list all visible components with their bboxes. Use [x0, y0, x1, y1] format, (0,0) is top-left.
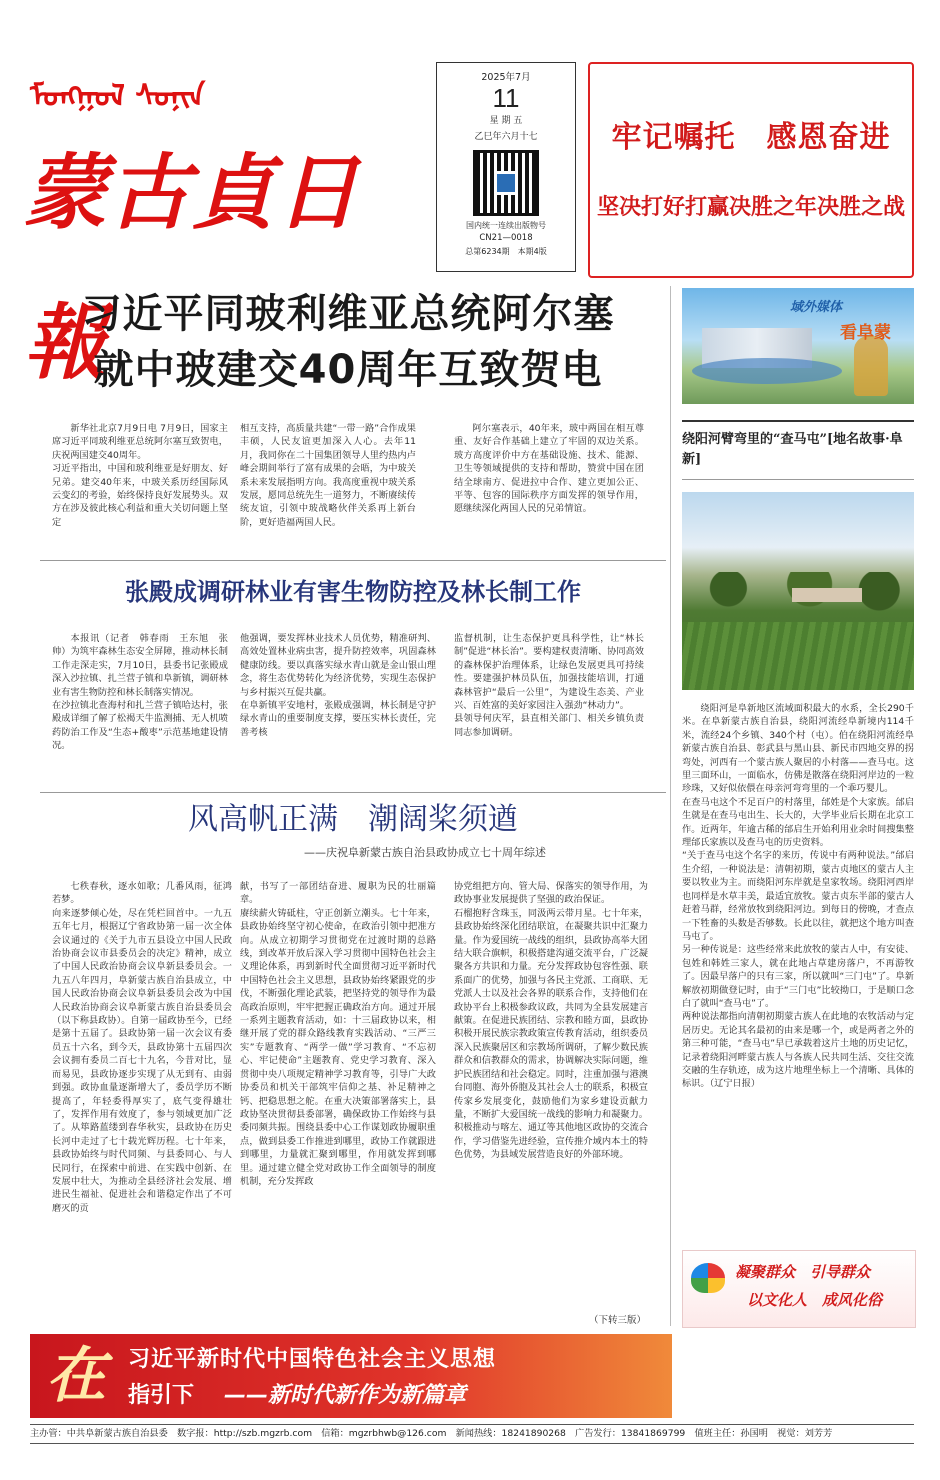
photo-field [682, 622, 914, 690]
article2-col2-text: 他强调，要发挥林业技术人员优势，精准研判、高效处置林业病虫害，提升防控效率，巩固森林健康防线。要以真落实绿水青山就是金山银山理念，将生态优势转化为经济优势，实现生态保护与乡村振兴互促共赢。 在阜新镇平安地村，张殿成强调，林长制是守护绿水青山的重要制度支撑，要压实林长责任，完善考核 [240, 633, 436, 738]
article3-continue: （下转三版） [588, 1315, 646, 1326]
qr-code-icon [473, 150, 539, 216]
sidebar-story-headline: 绕阳河臂弯里的“查马屯”[地名故事·阜新] [682, 420, 914, 480]
cn-number: CN21—0018 [479, 233, 533, 243]
sidebar-story-text [682, 702, 914, 1242]
article3-col3 [454, 880, 648, 1310]
banner-line2-suffix: ——新时代新作为新篇章 [224, 1383, 467, 1408]
article1-col1-text: 新华社北京7月9日电 7月9日，国家主席习近平同玻利维亚总统阿尔塞互致贺电，庆祝两国建交40周年。 习近平指出，中国和玻利维亚是好朋友、好兄弟。建交40年来，中玻关系历经国际风云变幻的考验，始终保持良好发展势头。双方在涉及彼此核心利益和重大关切问题上坚定 [52, 423, 228, 528]
article3-col3-text: 协党组把方向、管大局、保落实的领导作用，为政协事业发展提供了坚强的政治保证。 石榴抱籽含珠玉，同汲两云带月星。七十年来，县政协始终深化团结联谊，在凝聚共识中汇聚力量。作为爱国统一战线的组织，县政协高举大团结大联合旗帜，积极搭建沟通交流平台，广泛凝聚各方共识和力量。充分发挥政协包容性强、联系面广的优势，加强与各民主党派、工商联、无党派人士以及社会各界的联系合作，支持他们在政协平台上积极参政议政，共同为全县发展建言献策。在促进民族团结、宗教和睦方面，县政协积极开展民族宗教政策宣传教育活动，组织委员深入民族聚居区和宗教场所调研，了解少数民族群众和信教群众的需求，协调解决实际问题，维护民族团结和社会稳定。同时，注重加强与港澳台同胞、海外侨胞及其社会人士的联系，积极宣传家乡发展变化，鼓励他们为家乡建设贡献力量，不断扩大爱国统一战线的影响力和凝聚力。积极推动与喀左、通辽等其他地区政协的交流合作，学习借鉴先进经验，宣传推介域内本土的特色优势，为县域发展营造良好的外部环境。 [454, 881, 648, 1161]
article1-col1 [52, 422, 228, 554]
issue-number: 总第6234期 本期4版 [465, 247, 547, 256]
article1-col3 [454, 422, 644, 554]
article2-col1-text: 本报讯（记者 韩春雨 王东旭 张 帅）为筑牢森林生态安全屏障，推动林长制工作走深走实，7月10日，县委书记张殿成深入沙拉镇、扎兰营子镇和阜新镇，调研林业有害生物防控和林长制落实情况。 在沙拉镇北查海村和扎兰营子镇哈达村，张殿成详细了解了松褐天牛监测捕、无人机喷药防治工作及“生态+酸枣”示范基地建设情况。 [52, 633, 228, 752]
article3-col2-text: 献，书写了一部团结奋进、履职为民的壮丽篇章。 赓续薪火铸砥柱，守正创新立潮头。七十年来，县政协始终坚守初心使命，在政治引领中把准方向。从成立初期学习贯彻党在过渡时期的总路线，到改革开放后深入学习贯彻中国特色社会主义理论体系，再到新时代全面贯彻习近平新时代中国特色社会主义思想，县政协始终紧跟党的步伐，不断强化理论武装，把坚持党的领导作为最高政治原则，牢牢把握正确政治方向。通过开展一系列主题教育活动，如：十三届政协以来，相继开展了党的群众路线教育实践活动、“三严三实”专题教育、“两学一做”学习教育、“不忘初心、牢记使命”主题教育、党史学习教育、深入贯彻中央八项规定精神学习教育等，引导广大政协委员和机关干部筑牢信仰之基、补足精神之钙、把稳思想之舵。在重大决策部署落实上，县政协坚决贯彻县委部署，确保政协工作始终与县委同频共振。围绕县委中心工作谋划政协履职重点，做到县委工作推进到哪里，政协工作就跟进到哪里，力量就汇聚到哪里，作用就发挥到哪里。通过建立健全党对政协工作全面领导的制度机制，充分发挥政 [240, 881, 436, 1187]
date-box [436, 62, 576, 272]
article1-col2 [240, 422, 416, 554]
article3-col1 [52, 880, 232, 1324]
main-headline-line2: 就中玻建交40周年互致贺电 [93, 347, 603, 393]
side-media-banner [682, 288, 914, 404]
article3-subhead: ——庆祝阜新蒙古族自治县政协成立七十周年综述 [304, 846, 546, 859]
sidebar-story-body: 绕阳河是阜新地区流域面积最大的水系，全长290千米。在阜新蒙古族自治县，绕阳河流经阜新境内114千米，流经24个乡镇、340个村（屯）。伯在绕阳河流经阜新蒙古族自治县、彰武县与黑山县、新民市四地交界的拐弯处，河西有一个蒙古族人聚居的小村落——查马屯。这里三面环山，一面临水，仿佛是散落在绕阳河岸边的一粒珍珠，又好似依偎在母亲河弯弯里的一个乖巧婴儿。 在查马屯这个不足百户的村落里，邰姓是个大家族。邰启生就是在查马屯出生、长大的，大学毕业后长期在北京工作。近两年，年逾古稀的邰启生开始利用业余时间搜集整理邰氏家族以及查马屯的历史资料。 “关于查马屯这个名字的来历，传说中有两种说法。”邰启生介绍，一种说法是：清朝初期，蒙古贞地区的蒙古人主要以牧业为主。而绕阳河东岸就是皇家牧场。绕阳河西岸也同样是水草丰美，最适宜放牧。蒙古贞东半部的蒙古人赶着马群，经常放牧到绕阳河边。到每日的傍晚，才查点一下牲畜的头数是否够数。长此以往，就把这个地方叫查马屯了。 另一种传说是：这些经常来此放牧的蒙古人中，有安徒、包姓和韩姓三家人，就在此地占草建房落户，不再游牧了。因最早落户的只有三家，所以就叫“三门屯”了。阜新解放初期做登记时，由于“三门屯”比较拗口，于是顺口念白了就叫“查马屯”了。 两种说法都指向清朝初期蒙古族人在此地的农牧活动与定居历史。无论其名最初的由来是哪一个，或是两者之外的第三种可能，“查马屯”早已承载着这片土地的历史记忆，记录着绕阳河畔蒙古族人与各族人民共同生活、交往交流交融的生存轨迹，成为这片地理坐标上一个清晰、具体的标识。（辽宁日报） [682, 703, 914, 1090]
sidebar-divider [670, 286, 671, 1326]
banner-big-char: 在 [46, 1341, 106, 1411]
photo-houses [792, 588, 862, 602]
article1-col2-text: 相互支持，高质量共建“一带一路”合作成果丰硕，人民友谊更加深入人心。去年11月，我同你在二十国集团领导人里约热内卢峰会期间举行了富有成果的会晤，为中玻关系未来发展指明方向。我高度重视中玻关系发展，愿同总统先生一道努力，不断赓续传统友谊，引领中玻战略伙伴关系再上新台阶，更好造福两国人民。 [240, 423, 416, 528]
banner-title: 看阜蒙 [840, 323, 891, 343]
banner-photographer-silhouette [854, 336, 888, 396]
article2-headline: 张殿成调研林业有害生物防控及林长制工作 [125, 577, 581, 606]
banner-line1: 习近平新时代中国特色社会主义思想 [128, 1347, 497, 1372]
date-day: 11 [492, 83, 520, 113]
article2-col1 [52, 632, 228, 784]
ad-heart-logo-icon [691, 1263, 725, 1293]
divider-2 [40, 792, 666, 793]
banner-tag: 域外媒体 [790, 300, 843, 315]
article1-col3-text: 阿尔塞表示，40年来，玻中两国在相互尊重、友好合作基础上建立了牢固的双边关系。玻方高度评价中方在基础设施、技术、能源、卫生等领域提供的支持和帮助，赞赏中国在团结全球南方、促进拉中合作、建立更加公正、平等、包容的国际秩序方面发挥的领导作用，愿继续深化两国人民的兄弟情谊。 [454, 423, 644, 515]
article2-col2 [240, 632, 436, 784]
side-ad-box [682, 1250, 916, 1328]
banner-line2-prefix: 指引下 [128, 1383, 195, 1408]
issn-label: 国内统一连续出版物号 [466, 221, 546, 230]
date-year-month: 2025年7月 [481, 72, 531, 83]
ad-line1: 凝聚群众 引导群众 [735, 1263, 871, 1281]
slogan-line1: 牢记嘱托 感恩奋进 [611, 120, 891, 155]
masthead-mongol-script [30, 62, 420, 112]
article3-col2 [240, 880, 436, 1324]
main-headline-line1: 习近平同玻利维亚总统阿尔塞 [81, 291, 615, 337]
article2-col3 [454, 632, 644, 784]
date-lunar: 乙巳年六月十七 [474, 132, 538, 142]
article3-headline: 风高帆正满 潮阔桨须遒 [188, 802, 518, 837]
article3-col1-text: 七秩春秋，逐水如歌；几番风雨，征鸿若梦。 向来逐梦倾心处，尽在凭栏回首中。一九五五年七月，根据辽宁省政协第一届一次全体会议通过的《关于九市五县设立中国人民政治协商会议市县委员会的决定》精神，成立了中国人民政治协商会议阜新县委员会。一九五八年四月，阜新蒙古族自治县成立，中国人民政治协商会议阜新县委员会改为中国人民政治协商会议阜新蒙古族自治县委员会（以下称县政协）。自第一届政协至今，已经是第十五届了。县政协第一届一次会议有委员五十六名，到今天，县政协第十五届四次会议拥有委员二百七十九名，今昔对比，显而易见，县政协逐步实现了从无到有、由弱到强。政协血量逐渐增大了，委员学历不断提高了，年轻委得厚实了，底气变得雄壮了，发挥作用有效度了，参与领域更加广泛了。从筚路蓝缕到春华秋实，县政协在历史长河中走过了七十载光辉历程。七十年来，县政协始终与时代同频、与县委同心、与人民同行，在探索中前进、在实践中创新、在发展中壮大，为推动全县经济社会发展、增进民生福祉、促进社会和谐稳定作出了不可磨灭的贡 [52, 881, 232, 1214]
main-headline [30, 286, 666, 404]
sidebar-photo-village [682, 492, 914, 690]
slogan-line2: 坚决打好打赢决胜之年决胜之战 [596, 194, 905, 220]
banner-river-shape [692, 358, 842, 384]
date-weekday: 星 期 五 [489, 116, 523, 126]
slogan-box [588, 62, 914, 278]
article2-col3-text: 监督机制，让生态保护更具科学性，让“林长制”促进“林长治”。要构建权责清晰、协同高效的森林保护治理体系，让绿色发展更具可持续性。要建强护林员队伍，加强技能培训，打通森林管护“最后一公里”，为建设生态美、产业兴、百姓富的美好家园注入强劲“林动力”。 县领导何庆军，县直相关部门、相关乡镇负责同志参加调研。 [454, 633, 644, 738]
bottom-banner [30, 1334, 672, 1418]
footer-bar: 主办管：中共阜新蒙古族自治县委 数字报：http://szb.mgzrb.com 信箱：mgzrbhwb@126.com 新闻热线：18241890268 广告发行：13841869799 值班主任：孙国明 视觉：刘芳芳 [30, 1424, 914, 1444]
newspaper-name: 蒙古貞日報 [24, 145, 360, 391]
ad-line2: 以文化人 成风化俗 [747, 1291, 883, 1309]
mongol-text: ᠮᠣᠩᠭᠣᠯ ᠰᠣᠨᠢᠨ [30, 79, 206, 114]
divider-1 [40, 560, 666, 561]
